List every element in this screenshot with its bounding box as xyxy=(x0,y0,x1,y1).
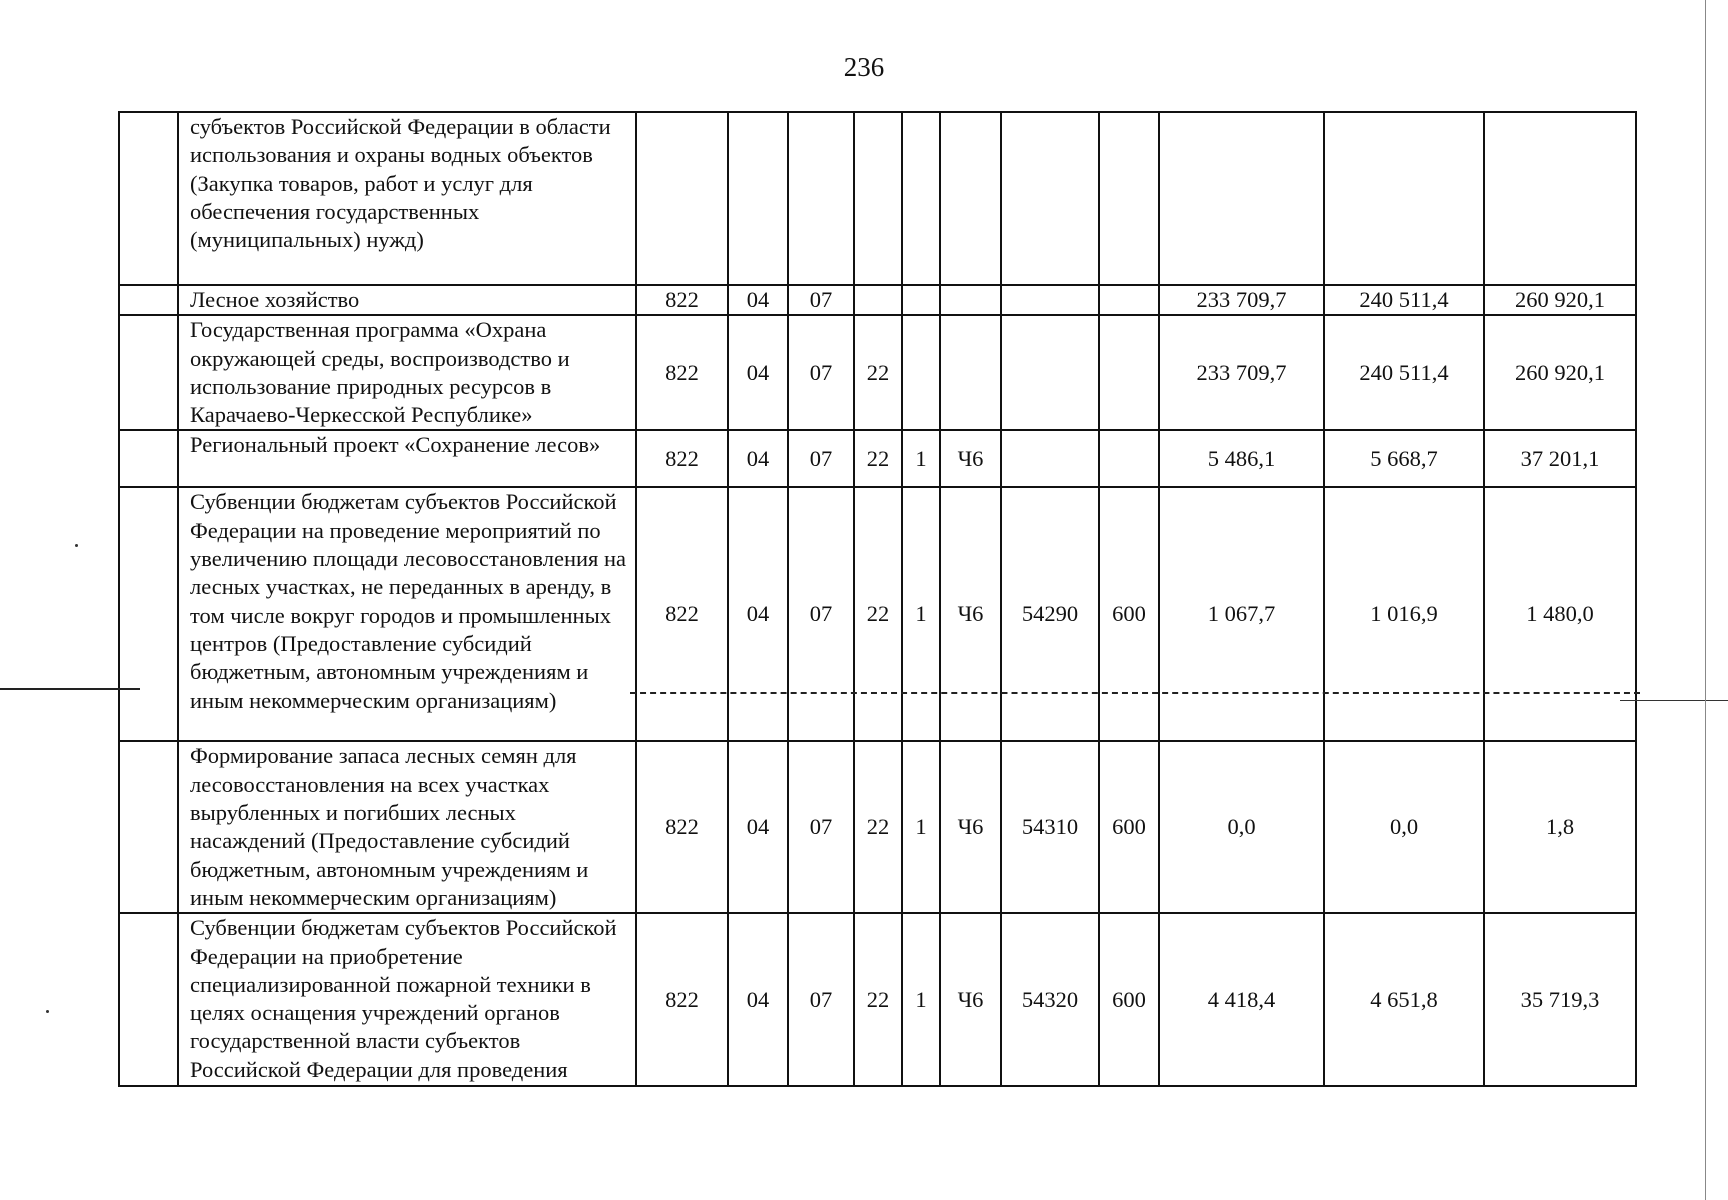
code-expense-type-cell xyxy=(1099,430,1159,487)
amount-year-2-cell: 0,0 xyxy=(1324,741,1484,913)
row-name-cell: Субвенции бюджетам субъектов Российской Федерации на приобретение специализированной пожарной техники в целях оснащения учреждений органов государственной власти субъектов Российской Федерации для проведения xyxy=(178,913,636,1086)
code-section-cell: 04 xyxy=(728,487,788,741)
row-number-cell xyxy=(119,112,178,285)
code-subsection-cell: 07 xyxy=(788,285,854,315)
amount-year-1-cell: 233 709,7 xyxy=(1159,285,1324,315)
row-name-cell: Лесное хозяйство xyxy=(178,285,636,315)
code-subsection-cell xyxy=(788,112,854,285)
code-direction-cell: 54320 xyxy=(1001,913,1099,1086)
table-row xyxy=(119,913,1636,1086)
code-admin-cell: 822 xyxy=(636,315,728,430)
table-row xyxy=(119,112,1636,285)
code-program-cell: 22 xyxy=(854,487,902,741)
code-subsection-cell: 07 xyxy=(788,315,854,430)
amount-year-1-cell: 233 709,7 xyxy=(1159,315,1324,430)
code-section-cell xyxy=(728,112,788,285)
row-number-cell xyxy=(119,487,178,741)
code-section-cell: 04 xyxy=(728,430,788,487)
code-project-cell xyxy=(940,112,1001,285)
amount-year-3-cell: 1 480,0 xyxy=(1484,487,1636,741)
scan-page-edge xyxy=(1705,0,1706,1200)
budget-table xyxy=(118,111,1637,1087)
amount-year-3-cell: 260 920,1 xyxy=(1484,285,1636,315)
code-direction-cell xyxy=(1001,430,1099,487)
scan-fold-line xyxy=(630,692,1640,694)
code-program-cell: 22 xyxy=(854,913,902,1086)
amount-year-2-cell: 4 651,8 xyxy=(1324,913,1484,1086)
amount-year-1-cell: 1 067,7 xyxy=(1159,487,1324,741)
scan-speck xyxy=(46,1010,49,1013)
table-row xyxy=(119,741,1636,913)
code-subprogram-cell xyxy=(902,112,940,285)
row-number-cell xyxy=(119,315,178,430)
code-project-cell: Ч6 xyxy=(940,430,1001,487)
code-subprogram-cell: 1 xyxy=(902,430,940,487)
code-subprogram-cell xyxy=(902,285,940,315)
row-name-cell: субъектов Российской Федерации в области использования и охраны водных объектов (Закупка товаров, работ и услуг для обеспечения государственных (муниципальных) нужд) xyxy=(178,112,636,285)
code-subprogram-cell: 1 xyxy=(902,741,940,913)
code-program-cell: 22 xyxy=(854,741,902,913)
code-expense-type-cell: 600 xyxy=(1099,913,1159,1086)
row-name-cell: Региональный проект «Сохранение лесов» xyxy=(178,430,636,487)
amount-year-3-cell: 35 719,3 xyxy=(1484,913,1636,1086)
code-project-cell xyxy=(940,285,1001,315)
code-admin-cell xyxy=(636,112,728,285)
code-admin-cell: 822 xyxy=(636,487,728,741)
code-expense-type-cell: 600 xyxy=(1099,487,1159,741)
code-expense-type-cell xyxy=(1099,112,1159,285)
code-subsection-cell: 07 xyxy=(788,913,854,1086)
amount-year-2-cell: 240 511,4 xyxy=(1324,285,1484,315)
code-subprogram-cell: 1 xyxy=(902,487,940,741)
code-program-cell: 22 xyxy=(854,315,902,430)
code-subsection-cell: 07 xyxy=(788,487,854,741)
budget-table-body xyxy=(119,112,1636,1086)
code-expense-type-cell: 600 xyxy=(1099,741,1159,913)
amount-year-2-cell: 1 016,9 xyxy=(1324,487,1484,741)
row-number-cell xyxy=(119,285,178,315)
amount-year-2-cell: 240 511,4 xyxy=(1324,315,1484,430)
code-project-cell: Ч6 xyxy=(940,741,1001,913)
code-program-cell xyxy=(854,285,902,315)
code-subsection-cell: 07 xyxy=(788,430,854,487)
amount-year-3-cell xyxy=(1484,112,1636,285)
code-section-cell: 04 xyxy=(728,315,788,430)
amount-year-1-cell: 4 418,4 xyxy=(1159,913,1324,1086)
amount-year-2-cell: 5 668,7 xyxy=(1324,430,1484,487)
code-direction-cell xyxy=(1001,112,1099,285)
code-admin-cell: 822 xyxy=(636,741,728,913)
code-subsection-cell: 07 xyxy=(788,741,854,913)
row-name-cell: Субвенции бюджетам субъектов Российской Федерации на проведение мероприятий по увеличению площади лесовосстановления на лесных участках, не переданных в аренду, в том числе вокруг городов и промышленных центров (Предоставление субсидий бюджетным, автономным учреждениям и иным некоммерческим организациям) xyxy=(178,487,636,741)
code-program-cell xyxy=(854,112,902,285)
amount-year-3-cell: 37 201,1 xyxy=(1484,430,1636,487)
code-admin-cell: 822 xyxy=(636,430,728,487)
amount-year-1-cell xyxy=(1159,112,1324,285)
amount-year-1-cell: 5 486,1 xyxy=(1159,430,1324,487)
row-number-cell xyxy=(119,913,178,1086)
table-row xyxy=(119,487,1636,741)
amount-year-2-cell xyxy=(1324,112,1484,285)
page-number: 236 xyxy=(843,52,885,82)
row-name-cell: Формирование запаса лесных семян для лесовосстановления на всех участках вырубленных и погибших лесных насаждений (Предоставление субсидий бюджетным, автономным учреждениям и иным некоммерческим организациям) xyxy=(178,741,636,913)
code-section-cell: 04 xyxy=(728,285,788,315)
code-project-cell xyxy=(940,315,1001,430)
code-direction-cell xyxy=(1001,285,1099,315)
code-expense-type-cell xyxy=(1099,285,1159,315)
scan-mark-left xyxy=(0,688,140,690)
table-row xyxy=(119,315,1636,430)
code-section-cell: 04 xyxy=(728,741,788,913)
scan-speck xyxy=(75,544,78,547)
code-direction-cell: 54310 xyxy=(1001,741,1099,913)
code-admin-cell: 822 xyxy=(636,913,728,1086)
code-project-cell: Ч6 xyxy=(940,487,1001,741)
code-direction-cell: 54290 xyxy=(1001,487,1099,741)
code-subprogram-cell: 1 xyxy=(902,913,940,1086)
table-row xyxy=(119,430,1636,487)
row-name-cell: Государственная программа «Охрана окружающей среды, воспроизводство и использование природных ресурсов в Карачаево-Черкесской Республике» xyxy=(178,315,636,430)
row-number-cell xyxy=(119,430,178,487)
code-section-cell: 04 xyxy=(728,913,788,1086)
table-row xyxy=(119,285,1636,315)
amount-year-3-cell: 260 920,1 xyxy=(1484,315,1636,430)
scan-mark-right xyxy=(1620,700,1728,701)
row-number-cell xyxy=(119,741,178,913)
code-direction-cell xyxy=(1001,315,1099,430)
code-subprogram-cell xyxy=(902,315,940,430)
code-expense-type-cell xyxy=(1099,315,1159,430)
code-project-cell: Ч6 xyxy=(940,913,1001,1086)
amount-year-1-cell: 0,0 xyxy=(1159,741,1324,913)
code-admin-cell: 822 xyxy=(636,285,728,315)
amount-year-3-cell: 1,8 xyxy=(1484,741,1636,913)
code-program-cell: 22 xyxy=(854,430,902,487)
